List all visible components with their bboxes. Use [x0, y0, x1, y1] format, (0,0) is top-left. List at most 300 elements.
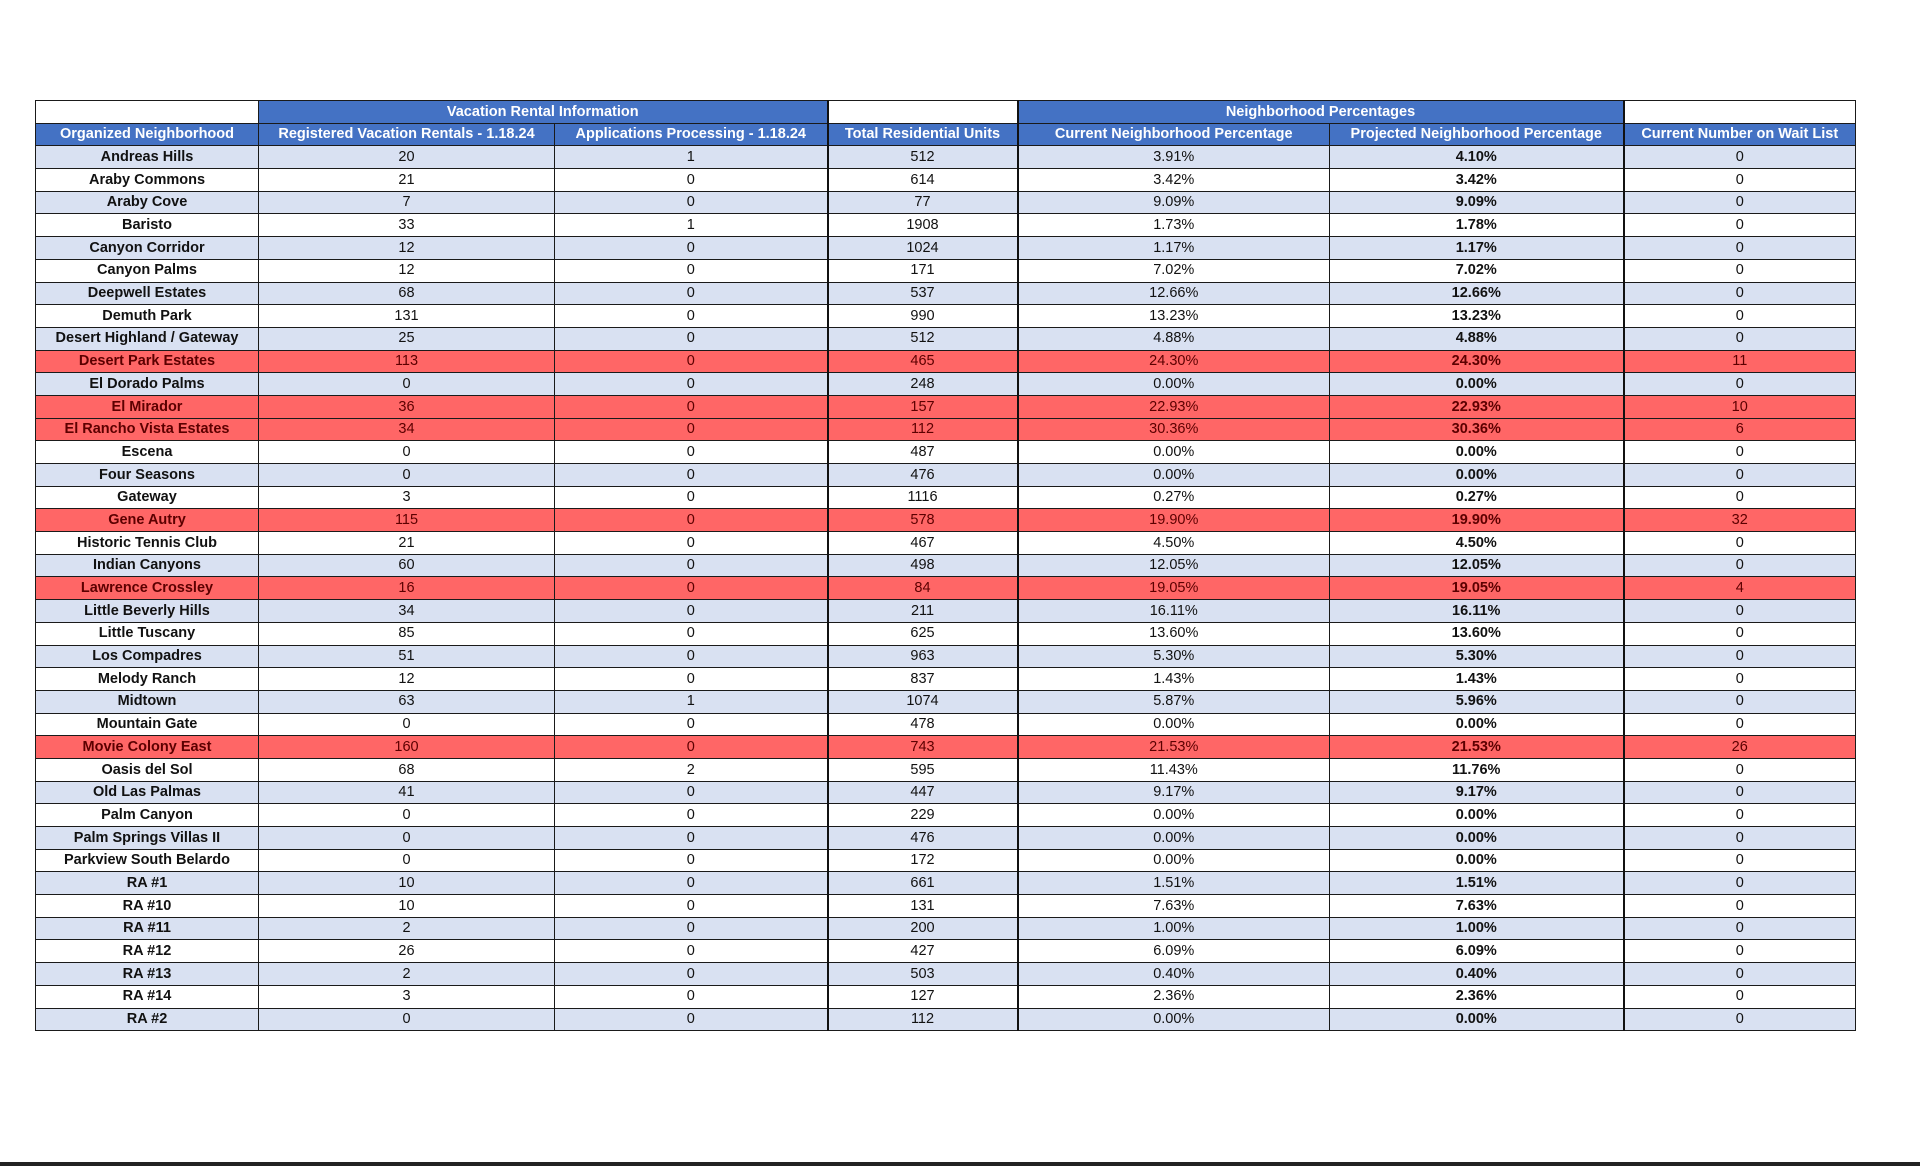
cell-current-pct: 1.43% — [1018, 668, 1330, 691]
cell-wait-list: 0 — [1624, 532, 1856, 555]
cell-wait-list: 0 — [1624, 895, 1856, 918]
cell-processing: 0 — [555, 895, 828, 918]
cell-projected-pct: 0.00% — [1330, 804, 1624, 827]
cell-neighborhood: RA #12 — [36, 940, 259, 963]
cell-neighborhood: Movie Colony East — [36, 736, 259, 759]
cell-neighborhood: Gateway — [36, 486, 259, 509]
table-row — [36, 532, 1856, 555]
cell-registered: 2 — [259, 917, 555, 940]
cell-projected-pct: 11.76% — [1330, 758, 1624, 781]
cell-total-units: 743 — [828, 736, 1018, 759]
cell-processing: 0 — [555, 985, 828, 1008]
cell-neighborhood: El Rancho Vista Estates — [36, 418, 259, 441]
cell-current-pct: 19.05% — [1018, 577, 1330, 600]
cell-wait-list: 0 — [1624, 917, 1856, 940]
cell-wait-list: 26 — [1624, 736, 1856, 759]
group-header-blank — [828, 101, 1018, 124]
cell-projected-pct: 4.50% — [1330, 532, 1624, 555]
cell-neighborhood: RA #14 — [36, 985, 259, 1008]
cell-total-units: 77 — [828, 191, 1018, 214]
cell-wait-list: 0 — [1624, 827, 1856, 850]
cell-current-pct: 1.17% — [1018, 237, 1330, 260]
cell-total-units: 595 — [828, 758, 1018, 781]
table-row — [36, 237, 1856, 260]
cell-projected-pct: 13.23% — [1330, 305, 1624, 328]
group-header-vacation-rental: Vacation Rental Information — [259, 101, 828, 124]
cell-current-pct: 0.00% — [1018, 804, 1330, 827]
cell-processing: 0 — [555, 418, 828, 441]
cell-registered: 63 — [259, 690, 555, 713]
cell-total-units: 661 — [828, 872, 1018, 895]
cell-current-pct: 0.00% — [1018, 849, 1330, 872]
table-row — [36, 1008, 1856, 1031]
cell-processing: 0 — [555, 713, 828, 736]
cell-wait-list: 0 — [1624, 1008, 1856, 1031]
cell-projected-pct: 3.42% — [1330, 169, 1624, 192]
cell-processing: 0 — [555, 645, 828, 668]
cell-projected-pct: 19.05% — [1330, 577, 1624, 600]
cell-total-units: 1024 — [828, 237, 1018, 260]
cell-wait-list: 0 — [1624, 327, 1856, 350]
table-row — [36, 146, 1856, 169]
cell-wait-list: 0 — [1624, 758, 1856, 781]
table-row — [36, 645, 1856, 668]
cell-current-pct: 12.05% — [1018, 554, 1330, 577]
cell-registered: 36 — [259, 395, 555, 418]
cell-current-pct: 16.11% — [1018, 600, 1330, 623]
cell-processing: 0 — [555, 327, 828, 350]
cell-processing: 0 — [555, 622, 828, 645]
cell-processing: 0 — [555, 282, 828, 305]
table-row — [36, 259, 1856, 282]
cell-projected-pct: 22.93% — [1330, 395, 1624, 418]
cell-total-units: 476 — [828, 827, 1018, 850]
cell-registered: 51 — [259, 645, 555, 668]
column-header-registered: Registered Vacation Rentals - 1.18.24 — [259, 123, 555, 146]
cell-total-units: 200 — [828, 917, 1018, 940]
cell-current-pct: 1.00% — [1018, 917, 1330, 940]
cell-wait-list: 4 — [1624, 577, 1856, 600]
cell-projected-pct: 7.02% — [1330, 259, 1624, 282]
cell-neighborhood: Four Seasons — [36, 464, 259, 487]
cell-neighborhood: Midtown — [36, 690, 259, 713]
cell-wait-list: 0 — [1624, 191, 1856, 214]
cell-registered: 0 — [259, 441, 555, 464]
cell-wait-list: 0 — [1624, 690, 1856, 713]
cell-neighborhood: Melody Ranch — [36, 668, 259, 691]
cell-neighborhood: Little Tuscany — [36, 622, 259, 645]
cell-projected-pct: 16.11% — [1330, 600, 1624, 623]
cell-processing: 0 — [555, 259, 828, 282]
cell-projected-pct: 0.27% — [1330, 486, 1624, 509]
cell-neighborhood: Indian Canyons — [36, 554, 259, 577]
cell-wait-list: 0 — [1624, 305, 1856, 328]
cell-total-units: 476 — [828, 464, 1018, 487]
cell-neighborhood: Araby Cove — [36, 191, 259, 214]
table-row — [36, 327, 1856, 350]
cell-total-units: 512 — [828, 146, 1018, 169]
cell-registered: 68 — [259, 282, 555, 305]
cell-total-units: 131 — [828, 895, 1018, 918]
cell-registered: 115 — [259, 509, 555, 532]
table-row — [36, 895, 1856, 918]
cell-projected-pct: 7.63% — [1330, 895, 1624, 918]
cell-registered: 0 — [259, 1008, 555, 1031]
cell-projected-pct: 4.10% — [1330, 146, 1624, 169]
cell-processing: 0 — [555, 940, 828, 963]
table-row — [36, 668, 1856, 691]
group-header-blank — [1624, 101, 1856, 124]
cell-projected-pct: 2.36% — [1330, 985, 1624, 1008]
column-header-wait-list: Current Number on Wait List — [1624, 123, 1856, 146]
cell-processing: 0 — [555, 486, 828, 509]
cell-projected-pct: 21.53% — [1330, 736, 1624, 759]
cell-total-units: 1116 — [828, 486, 1018, 509]
cell-current-pct: 7.02% — [1018, 259, 1330, 282]
cell-processing: 0 — [555, 169, 828, 192]
cell-neighborhood: Parkview South Belardo — [36, 849, 259, 872]
cell-processing: 1 — [555, 214, 828, 237]
table-row — [36, 622, 1856, 645]
cell-current-pct: 13.60% — [1018, 622, 1330, 645]
cell-current-pct: 11.43% — [1018, 758, 1330, 781]
cell-total-units: 837 — [828, 668, 1018, 691]
cell-current-pct: 7.63% — [1018, 895, 1330, 918]
cell-projected-pct: 1.51% — [1330, 872, 1624, 895]
cell-registered: 33 — [259, 214, 555, 237]
table-row — [36, 191, 1856, 214]
cell-current-pct: 3.91% — [1018, 146, 1330, 169]
table-row — [36, 827, 1856, 850]
cell-processing: 0 — [555, 781, 828, 804]
table-row — [36, 917, 1856, 940]
cell-wait-list: 0 — [1624, 963, 1856, 986]
cell-wait-list: 0 — [1624, 668, 1856, 691]
cell-projected-pct: 0.00% — [1330, 464, 1624, 487]
cell-wait-list: 0 — [1624, 146, 1856, 169]
table-row — [36, 781, 1856, 804]
cell-total-units: 127 — [828, 985, 1018, 1008]
cell-wait-list: 10 — [1624, 395, 1856, 418]
cell-registered: 7 — [259, 191, 555, 214]
cell-wait-list: 0 — [1624, 781, 1856, 804]
table-row — [36, 282, 1856, 305]
cell-neighborhood: Gene Autry — [36, 509, 259, 532]
table-row — [36, 395, 1856, 418]
cell-total-units: 512 — [828, 327, 1018, 350]
cell-neighborhood: Mountain Gate — [36, 713, 259, 736]
table-row — [36, 464, 1856, 487]
cell-processing: 0 — [555, 305, 828, 328]
cell-registered: 68 — [259, 758, 555, 781]
cell-current-pct: 3.42% — [1018, 169, 1330, 192]
cell-total-units: 427 — [828, 940, 1018, 963]
cell-processing: 0 — [555, 532, 828, 555]
table-row — [36, 690, 1856, 713]
cell-current-pct: 0.00% — [1018, 1008, 1330, 1031]
cell-registered: 20 — [259, 146, 555, 169]
cell-projected-pct: 0.40% — [1330, 963, 1624, 986]
cell-registered: 34 — [259, 418, 555, 441]
cell-registered: 3 — [259, 486, 555, 509]
cell-wait-list: 11 — [1624, 350, 1856, 373]
cell-registered: 131 — [259, 305, 555, 328]
cell-wait-list: 0 — [1624, 985, 1856, 1008]
cell-wait-list: 0 — [1624, 600, 1856, 623]
cell-neighborhood: Desert Park Estates — [36, 350, 259, 373]
column-header-current-pct: Current Neighborhood Percentage — [1018, 123, 1330, 146]
cell-total-units: 211 — [828, 600, 1018, 623]
cell-processing: 0 — [555, 917, 828, 940]
cell-total-units: 578 — [828, 509, 1018, 532]
table-row — [36, 872, 1856, 895]
vacation-rental-sheet — [35, 100, 1856, 1031]
cell-neighborhood: RA #13 — [36, 963, 259, 986]
cell-processing: 0 — [555, 668, 828, 691]
cell-processing: 0 — [555, 577, 828, 600]
cell-processing: 0 — [555, 441, 828, 464]
cell-registered: 16 — [259, 577, 555, 600]
cell-registered: 0 — [259, 827, 555, 850]
cell-wait-list: 0 — [1624, 486, 1856, 509]
cell-wait-list: 0 — [1624, 214, 1856, 237]
cell-wait-list: 32 — [1624, 509, 1856, 532]
table-row — [36, 849, 1856, 872]
cell-processing: 1 — [555, 146, 828, 169]
cell-total-units: 172 — [828, 849, 1018, 872]
cell-projected-pct: 4.88% — [1330, 327, 1624, 350]
cell-projected-pct: 30.36% — [1330, 418, 1624, 441]
cell-current-pct: 0.40% — [1018, 963, 1330, 986]
cell-current-pct: 0.00% — [1018, 441, 1330, 464]
cell-total-units: 465 — [828, 350, 1018, 373]
cell-total-units: 625 — [828, 622, 1018, 645]
cell-wait-list: 0 — [1624, 464, 1856, 487]
cell-projected-pct: 1.78% — [1330, 214, 1624, 237]
cell-total-units: 467 — [828, 532, 1018, 555]
cell-projected-pct: 9.09% — [1330, 191, 1624, 214]
cell-neighborhood: Lawrence Crossley — [36, 577, 259, 600]
cell-processing: 0 — [555, 373, 828, 396]
cell-current-pct: 9.17% — [1018, 781, 1330, 804]
table-row — [36, 758, 1856, 781]
cell-neighborhood: Historic Tennis Club — [36, 532, 259, 555]
cell-current-pct: 21.53% — [1018, 736, 1330, 759]
cell-current-pct: 0.00% — [1018, 373, 1330, 396]
cell-current-pct: 12.66% — [1018, 282, 1330, 305]
cell-wait-list: 0 — [1624, 872, 1856, 895]
table-row — [36, 985, 1856, 1008]
cell-wait-list: 0 — [1624, 804, 1856, 827]
cell-registered: 26 — [259, 940, 555, 963]
table-row — [36, 418, 1856, 441]
neighborhood-table — [35, 100, 1856, 1031]
cell-neighborhood: Andreas Hills — [36, 146, 259, 169]
group-header-blank — [36, 101, 259, 124]
cell-projected-pct: 0.00% — [1330, 827, 1624, 850]
cell-projected-pct: 1.43% — [1330, 668, 1624, 691]
table-row — [36, 509, 1856, 532]
cell-processing: 0 — [555, 509, 828, 532]
cell-total-units: 248 — [828, 373, 1018, 396]
cell-neighborhood: RA #2 — [36, 1008, 259, 1031]
cell-registered: 21 — [259, 169, 555, 192]
cell-neighborhood: Baristo — [36, 214, 259, 237]
cell-total-units: 487 — [828, 441, 1018, 464]
cell-projected-pct: 9.17% — [1330, 781, 1624, 804]
cell-total-units: 614 — [828, 169, 1018, 192]
cell-neighborhood: Little Beverly Hills — [36, 600, 259, 623]
cell-processing: 0 — [555, 600, 828, 623]
cell-projected-pct: 1.00% — [1330, 917, 1624, 940]
table-row — [36, 940, 1856, 963]
cell-wait-list: 0 — [1624, 441, 1856, 464]
cell-neighborhood: Araby Commons — [36, 169, 259, 192]
bottom-border-bar — [0, 1162, 1920, 1166]
column-header-total-units: Total Residential Units — [828, 123, 1018, 146]
cell-total-units: 537 — [828, 282, 1018, 305]
cell-registered: 10 — [259, 872, 555, 895]
table-row — [36, 600, 1856, 623]
cell-current-pct: 30.36% — [1018, 418, 1330, 441]
cell-registered: 21 — [259, 532, 555, 555]
cell-projected-pct: 1.17% — [1330, 237, 1624, 260]
cell-total-units: 157 — [828, 395, 1018, 418]
cell-registered: 12 — [259, 668, 555, 691]
cell-current-pct: 0.00% — [1018, 713, 1330, 736]
cell-current-pct: 13.23% — [1018, 305, 1330, 328]
table-row — [36, 350, 1856, 373]
cell-neighborhood: Canyon Corridor — [36, 237, 259, 260]
cell-projected-pct: 12.66% — [1330, 282, 1624, 305]
table-row — [36, 736, 1856, 759]
cell-registered: 113 — [259, 350, 555, 373]
cell-registered: 160 — [259, 736, 555, 759]
cell-total-units: 1908 — [828, 214, 1018, 237]
cell-registered: 12 — [259, 259, 555, 282]
cell-current-pct: 5.30% — [1018, 645, 1330, 668]
cell-processing: 0 — [555, 804, 828, 827]
cell-registered: 12 — [259, 237, 555, 260]
cell-neighborhood: RA #11 — [36, 917, 259, 940]
cell-current-pct: 0.00% — [1018, 464, 1330, 487]
table-row — [36, 169, 1856, 192]
table-row — [36, 804, 1856, 827]
column-header-processing: Applications Processing - 1.18.24 — [555, 123, 828, 146]
cell-projected-pct: 5.30% — [1330, 645, 1624, 668]
cell-processing: 0 — [555, 237, 828, 260]
cell-processing: 0 — [555, 736, 828, 759]
cell-total-units: 963 — [828, 645, 1018, 668]
cell-processing: 0 — [555, 827, 828, 850]
cell-total-units: 498 — [828, 554, 1018, 577]
cell-registered: 0 — [259, 804, 555, 827]
table-body — [36, 146, 1856, 1031]
cell-wait-list: 0 — [1624, 169, 1856, 192]
cell-registered: 0 — [259, 464, 555, 487]
cell-processing: 0 — [555, 464, 828, 487]
cell-current-pct: 1.51% — [1018, 872, 1330, 895]
cell-neighborhood: Desert Highland / Gateway — [36, 327, 259, 350]
cell-current-pct: 4.88% — [1018, 327, 1330, 350]
cell-wait-list: 6 — [1624, 418, 1856, 441]
cell-neighborhood: Demuth Park — [36, 305, 259, 328]
cell-registered: 25 — [259, 327, 555, 350]
cell-current-pct: 0.00% — [1018, 827, 1330, 850]
cell-processing: 0 — [555, 395, 828, 418]
table-row — [36, 441, 1856, 464]
cell-processing: 2 — [555, 758, 828, 781]
cell-registered: 3 — [259, 985, 555, 1008]
column-header-row — [36, 123, 1856, 146]
cell-wait-list: 0 — [1624, 940, 1856, 963]
cell-projected-pct: 0.00% — [1330, 373, 1624, 396]
cell-wait-list: 0 — [1624, 259, 1856, 282]
cell-wait-list: 0 — [1624, 622, 1856, 645]
cell-projected-pct: 0.00% — [1330, 441, 1624, 464]
cell-wait-list: 0 — [1624, 282, 1856, 305]
cell-processing: 0 — [555, 849, 828, 872]
cell-neighborhood: El Mirador — [36, 395, 259, 418]
cell-current-pct: 4.50% — [1018, 532, 1330, 555]
cell-wait-list: 0 — [1624, 237, 1856, 260]
cell-total-units: 447 — [828, 781, 1018, 804]
cell-current-pct: 2.36% — [1018, 985, 1330, 1008]
cell-registered: 0 — [259, 713, 555, 736]
cell-neighborhood: Oasis del Sol — [36, 758, 259, 781]
cell-registered: 60 — [259, 554, 555, 577]
cell-total-units: 112 — [828, 1008, 1018, 1031]
cell-current-pct: 0.27% — [1018, 486, 1330, 509]
table-row — [36, 305, 1856, 328]
cell-neighborhood: RA #10 — [36, 895, 259, 918]
cell-processing: 0 — [555, 1008, 828, 1031]
cell-current-pct: 22.93% — [1018, 395, 1330, 418]
cell-total-units: 171 — [828, 259, 1018, 282]
cell-registered: 2 — [259, 963, 555, 986]
cell-total-units: 478 — [828, 713, 1018, 736]
group-header-row — [36, 101, 1856, 124]
cell-processing: 1 — [555, 690, 828, 713]
cell-wait-list: 0 — [1624, 713, 1856, 736]
cell-registered: 10 — [259, 895, 555, 918]
column-header-projected-pct: Projected Neighborhood Percentage — [1330, 123, 1624, 146]
cell-projected-pct: 0.00% — [1330, 1008, 1624, 1031]
table-row — [36, 554, 1856, 577]
cell-registered: 0 — [259, 373, 555, 396]
cell-processing: 0 — [555, 963, 828, 986]
cell-total-units: 112 — [828, 418, 1018, 441]
cell-neighborhood: RA #1 — [36, 872, 259, 895]
cell-neighborhood: Escena — [36, 441, 259, 464]
cell-neighborhood: Deepwell Estates — [36, 282, 259, 305]
cell-projected-pct: 12.05% — [1330, 554, 1624, 577]
table-row — [36, 486, 1856, 509]
cell-total-units: 503 — [828, 963, 1018, 986]
cell-current-pct: 1.73% — [1018, 214, 1330, 237]
cell-registered: 0 — [259, 849, 555, 872]
cell-projected-pct: 5.96% — [1330, 690, 1624, 713]
cell-wait-list: 0 — [1624, 645, 1856, 668]
cell-current-pct: 24.30% — [1018, 350, 1330, 373]
cell-registered: 41 — [259, 781, 555, 804]
cell-processing: 0 — [555, 872, 828, 895]
cell-current-pct: 9.09% — [1018, 191, 1330, 214]
group-header-neighborhood-percentages: Neighborhood Percentages — [1018, 101, 1624, 124]
cell-neighborhood: Canyon Palms — [36, 259, 259, 282]
cell-projected-pct: 19.90% — [1330, 509, 1624, 532]
table-row — [36, 963, 1856, 986]
